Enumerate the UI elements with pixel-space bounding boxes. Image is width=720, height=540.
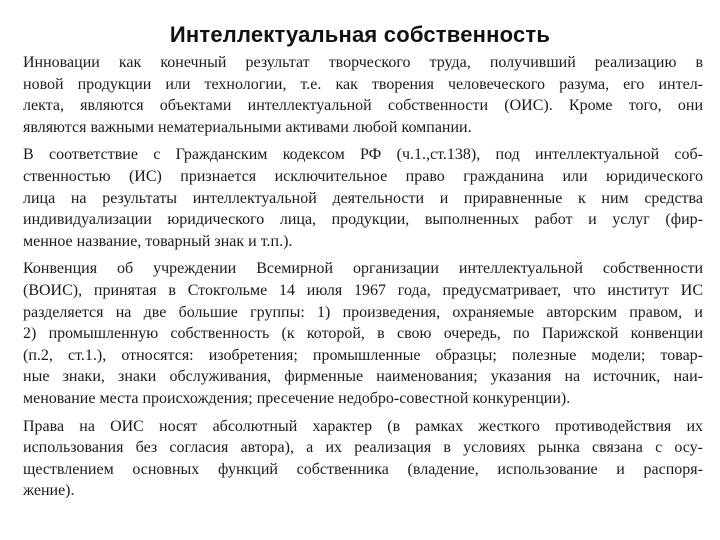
text-line: ственностью (ИС) признается исключительное право гражданина или юридического	[23, 167, 703, 185]
paragraph-wipo-convention	[23, 258, 703, 409]
slide-body	[23, 52, 703, 508]
text-line: 2) промышленную собственность (к которой, в свою очередь, по Парижской конвенции	[23, 325, 703, 343]
text-line: Конвенция об учреждении Всемирной организации интеллектуальной собственности	[23, 260, 703, 278]
paragraph-civil-code	[23, 144, 703, 252]
paragraph-ois-rights	[23, 416, 703, 502]
text-line: Инновации как конечный результат творческого труда, получивший реализацию в	[23, 54, 703, 71]
text-line: ные знаки, знаки обслуживания, фирменные наименования; указания на источник, наи-	[23, 368, 703, 386]
text-line: менное название, товарный знак и т.п.).	[23, 232, 293, 250]
text-line: использования без согласия автора), а их реализация в условиях рынка связана с осу-	[23, 439, 703, 457]
text-line: новой продукции или технологии, т.е. как творения человеческого разума, его интел-	[23, 75, 703, 93]
text-line: В соответствие с Гражданским кодексом РФ (ч.1.,ст.138), под интеллектуальной соб-	[23, 146, 703, 164]
paragraph-innovations	[23, 52, 703, 138]
text-line: (ВОИС), принятая в Стокгольме 14 июля 1967 года, предусматривает, что институт ИС	[23, 281, 703, 299]
text-line: индивидуализации юридического лица, продукции, выполненных работ и услуг (фир-	[23, 211, 703, 229]
text-line: (п.2, ст.1.), относятся: изобретения; промышленные образцы; полезные модели; товар-	[23, 346, 703, 364]
text-line: лица на результаты интеллектуальной деятельности и приравненные к ним средства	[23, 189, 703, 207]
text-line: лекта, являются объектами интеллектуальной собственности (ОИС). Кроме того, они	[23, 97, 703, 115]
text-line: Права на ОИС носят абсолютный характер (в рамках жесткого противодействия их	[23, 417, 703, 435]
text-line: являются важными нематериальными активами любой компании.	[23, 118, 472, 136]
text-line: разделяется на две большие группы: 1) произведения, охраняемые авторским правом, и	[23, 303, 703, 321]
slide-title: Интеллектуальная собственность	[169, 22, 551, 47]
text-line: менование места происхождения; пресечение недобро-совестной конкуренции).	[23, 389, 571, 407]
text-line: ществлением основных функций собственника (владение, использование и распоря-	[23, 460, 703, 478]
text-line: жение).	[23, 482, 75, 500]
